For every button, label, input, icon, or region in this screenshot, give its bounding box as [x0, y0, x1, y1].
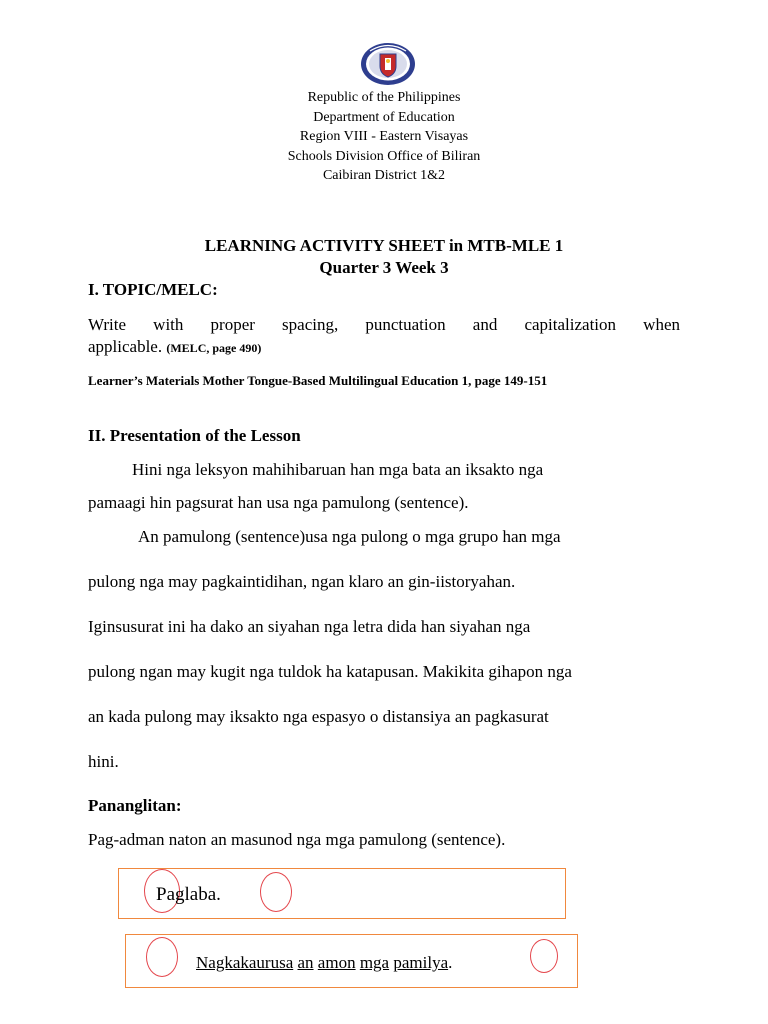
title-line-2: Quarter 3 Week 3 [319, 258, 449, 277]
example-word: amon [317, 953, 356, 972]
lesson-line-4: pulong nga may pagkaintidihan, ngan klaro an gin-iistoryahan. [88, 572, 516, 591]
example-word: an [297, 953, 314, 972]
punctuation-circle [530, 939, 558, 973]
section-presentation-heading: II. Presentation of the Lesson [88, 426, 301, 445]
example-box-2 [125, 934, 578, 988]
lesson-line-8: hini. [88, 752, 119, 771]
examples-heading: Pananglitan: [88, 796, 182, 815]
document-title [0, 235, 768, 279]
lesson-line-5: Iginsusurat ini ha dako an siyahan nga letra dida han siyahan nga [88, 617, 531, 636]
header-line-division: Schools Division Office of Biliran [287, 148, 481, 164]
lesson-line-6: pulong ngan may kugit nga tuldok ha katapusan. Makikita gihapon nga [88, 662, 572, 681]
header-address [0, 88, 768, 186]
section-topic-heading: I. TOPIC/MELC: [88, 280, 218, 299]
melc-line-2 [88, 336, 680, 359]
lesson-line-1: Hini nga leksyon mahihibaruan han mga bata an iksakto nga [132, 460, 544, 479]
header-line-republic: Republic of the Philippines [307, 90, 461, 105]
deped-seal-icon [360, 42, 416, 86]
lesson-line-3: An pamulong (sentence)usa nga pulong o mga grupo han mga [138, 527, 561, 546]
lesson-line-2: pamaagi hin pagsurat han usa nga pamulong (sentence). [88, 493, 469, 512]
header-line-district: Caibiran District 1&2 [322, 168, 446, 184]
learners-materials: Learner’s Materials Mother Tongue-Based Multilingual Education 1, page 149-151 [88, 373, 548, 388]
header-line-region: Region VIII - Eastern Visayas [299, 129, 469, 145]
lesson-line-7: an kada pulong may iksakto nga espasyo o distansiya an pagkasurat [88, 707, 549, 726]
example-word: pamilya [393, 953, 449, 972]
punctuation-circle [260, 872, 292, 912]
melc-line-1: Write with proper spacing, punctuation and capitalization when [88, 315, 680, 334]
example-sentence-1-period: . [216, 884, 221, 905]
example-sentence-1 [156, 884, 221, 906]
example-word: mga [359, 953, 390, 972]
header-line-department: Department of Education [313, 109, 455, 125]
example-sentence-1-text: Paglaba [156, 884, 217, 905]
capital-letter-circle [146, 937, 178, 977]
example-box-1 [118, 868, 566, 919]
examples-intro: Pag-adman naton an masunod nga mga pamulong (sentence). [88, 830, 506, 849]
example-word: Nagkakaurusa [196, 953, 294, 972]
title-line-1: LEARNING ACTIVITY SHEET in MTB-MLE 1 [204, 236, 564, 255]
example-sentence-2-period: . [448, 953, 453, 972]
example-sentence-2 [196, 952, 452, 974]
melc-text: applicable. [88, 337, 163, 356]
melc-reference: (MELC, page 490) [166, 341, 262, 355]
